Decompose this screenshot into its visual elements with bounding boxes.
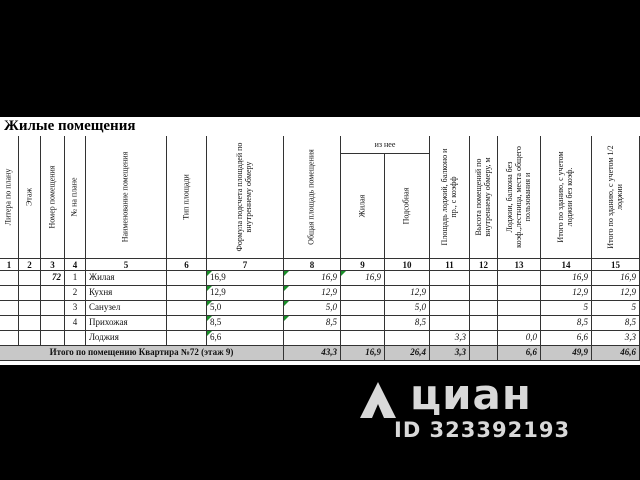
table-cell[interactable] [167, 271, 207, 286]
table-cell[interactable] [430, 286, 470, 301]
table-cell[interactable]: 4 [65, 316, 86, 331]
table-cell[interactable] [167, 286, 207, 301]
watermark-id: ID 323392193 [394, 418, 571, 442]
header-cell-9[interactable] [341, 154, 385, 259]
table-cell[interactable]: 16,9 [284, 271, 341, 286]
table-cell[interactable] [19, 301, 41, 316]
table-cell[interactable]: 8,5 [207, 316, 284, 331]
table-cell[interactable]: Лоджия [86, 331, 167, 346]
table-cell[interactable] [385, 331, 430, 346]
table-cell[interactable] [470, 331, 498, 346]
table-cell[interactable]: 8,5 [284, 316, 341, 331]
header-cell-2[interactable] [19, 136, 41, 259]
table-cell[interactable]: 5,0 [385, 301, 430, 316]
header-cell-14[interactable] [541, 136, 592, 259]
table-cell[interactable] [0, 271, 19, 286]
table-cell[interactable]: 3 [65, 301, 86, 316]
header-label: Тип площади [181, 174, 191, 220]
column-number[interactable]: 10 [385, 259, 430, 271]
header-cell-11[interactable] [430, 136, 470, 259]
table-cell[interactable]: 16,9 [592, 271, 640, 286]
header-label: Номер помещения [47, 165, 57, 229]
table-cell[interactable] [470, 316, 498, 331]
header-cell-8[interactable] [284, 136, 341, 259]
total-cell[interactable]: 49,9 [541, 346, 592, 361]
header-label: Общая площадь помещения [306, 149, 316, 245]
table-cell[interactable]: 12,9 [385, 286, 430, 301]
table-cell[interactable] [341, 286, 385, 301]
table-cell[interactable] [498, 301, 541, 316]
table-cell[interactable]: 8,5 [541, 316, 592, 331]
table-cell[interactable]: 1 [65, 271, 86, 286]
table-cell[interactable]: Кухня [86, 286, 167, 301]
table-cell[interactable] [0, 286, 19, 301]
header-label: Лоджии, балкона без коэф.,лестница, места общего пользования и [504, 146, 532, 248]
column-number[interactable]: 2 [19, 259, 41, 271]
table-cell[interactable] [0, 331, 19, 346]
table-cell[interactable] [498, 316, 541, 331]
table-cell[interactable]: 72 [41, 271, 65, 286]
rooms-table [0, 136, 640, 365]
table-cell[interactable]: 5,0 [284, 301, 341, 316]
column-number[interactable]: 4 [65, 259, 86, 271]
table-cell[interactable] [341, 331, 385, 346]
column-number[interactable]: 14 [541, 259, 592, 271]
table-cell[interactable] [41, 316, 65, 331]
column-number[interactable]: 9 [341, 259, 385, 271]
table-cell[interactable] [167, 316, 207, 331]
total-label[interactable]: Итого по помещению Квартира №72 (этаж 9) [0, 346, 284, 361]
table-cell[interactable] [41, 286, 65, 301]
total-cell[interactable]: 6,6 [498, 346, 541, 361]
total-cell[interactable]: 46,6 [592, 346, 640, 361]
table-cell[interactable]: 5 [592, 301, 640, 316]
table-cell[interactable]: Жилая [86, 271, 167, 286]
table-cell[interactable]: 3,3 [430, 331, 470, 346]
table-cell[interactable] [284, 331, 341, 346]
header-label: Жилая [357, 194, 367, 218]
table-cell[interactable]: 12,9 [284, 286, 341, 301]
header-label: Формула подсчета площадей по внутреннему обмеру [235, 142, 253, 252]
header-label: № на плане [69, 177, 79, 217]
table-cell[interactable] [19, 331, 41, 346]
column-number[interactable]: 15 [592, 259, 640, 271]
total-cell[interactable] [470, 346, 498, 361]
table-cell[interactable]: 12,9 [592, 286, 640, 301]
header-cell-7[interactable] [207, 136, 284, 259]
table-cell[interactable]: 8,5 [385, 316, 430, 331]
table-cell[interactable]: Прихожая [86, 316, 167, 331]
column-number[interactable]: 5 [86, 259, 167, 271]
watermark-word: циан [410, 370, 532, 419]
header-label: Этаж [24, 188, 34, 206]
table-cell[interactable]: 2 [65, 286, 86, 301]
table-cell[interactable]: 3,3 [592, 331, 640, 346]
header-group[interactable]: из нее [341, 136, 430, 154]
table-cell[interactable] [167, 301, 207, 316]
header-cell-12[interactable] [470, 136, 498, 259]
header-cell-10[interactable] [385, 154, 430, 259]
table-cell[interactable] [341, 301, 385, 316]
table-cell[interactable]: 8,5 [592, 316, 640, 331]
table-cell[interactable] [430, 301, 470, 316]
header-cell-5[interactable] [86, 136, 167, 259]
header-label: Итого по зданию, с учетом 1/2 лоджии [605, 145, 624, 249]
table-cell[interactable] [0, 301, 19, 316]
table-cell[interactable] [341, 316, 385, 331]
table-cell[interactable] [41, 331, 65, 346]
header-label: Итого по зданию, с учетом лоджии без коэф. [556, 151, 574, 243]
table-cell[interactable] [0, 316, 19, 331]
table-cell[interactable]: 0,0 [498, 331, 541, 346]
table-cell[interactable] [498, 271, 541, 286]
column-number[interactable]: 3 [41, 259, 65, 271]
column-number[interactable]: 11 [430, 259, 470, 271]
total-cell[interactable]: 3,3 [430, 346, 470, 361]
cian-logo-icon [358, 380, 398, 420]
table-cell[interactable] [19, 316, 41, 331]
total-cell[interactable]: 43,3 [284, 346, 341, 361]
header-label: Высота помещений по внутреннему обмеру, м [473, 157, 492, 237]
header-cell-1[interactable] [0, 136, 19, 259]
header-label: Наименование помещения [120, 151, 130, 243]
table-cell[interactable] [498, 286, 541, 301]
table-cell[interactable] [385, 271, 430, 286]
total-cell[interactable]: 16,9 [341, 346, 385, 361]
column-number[interactable]: 12 [470, 259, 498, 271]
table-cell[interactable] [19, 271, 41, 286]
column-number[interactable]: 6 [167, 259, 207, 271]
table-cell[interactable] [470, 286, 498, 301]
table-cell[interactable] [41, 301, 65, 316]
column-number[interactable]: 13 [498, 259, 541, 271]
table-cell[interactable] [470, 301, 498, 316]
header-cell-3[interactable] [41, 136, 65, 259]
header-cell-4[interactable] [65, 136, 86, 259]
column-number[interactable]: 8 [284, 259, 341, 271]
table-cell[interactable] [470, 271, 498, 286]
table-cell[interactable] [430, 271, 470, 286]
spreadsheet-sheet [0, 117, 640, 365]
table-cell[interactable]: 6,6 [207, 331, 284, 346]
table-cell[interactable]: 16,9 [541, 271, 592, 286]
header-label: Литера по плану [3, 168, 13, 226]
table-cell[interactable]: 12,9 [207, 286, 284, 301]
header-cell-15[interactable] [592, 136, 640, 259]
table-cell[interactable]: 16,9 [207, 271, 284, 286]
sheet-title: Жилые помещения [4, 118, 136, 134]
header-label: Площадь лоджий, балконо и пр., с коэфф [439, 148, 458, 246]
table-cell[interactable] [65, 331, 86, 346]
header-cell-13[interactable] [498, 136, 541, 259]
header-cell-6[interactable] [167, 136, 207, 259]
table-cell[interactable]: Санузел [86, 301, 167, 316]
table-cell[interactable]: 6,6 [541, 331, 592, 346]
total-cell[interactable]: 26,4 [385, 346, 430, 361]
table-cell[interactable]: 16,9 [341, 271, 385, 286]
table-cell[interactable]: 12,9 [541, 286, 592, 301]
column-number[interactable]: 7 [207, 259, 284, 271]
table-cell[interactable]: 5 [541, 301, 592, 316]
table-cell[interactable] [430, 316, 470, 331]
table-cell[interactable] [167, 331, 207, 346]
table-cell[interactable]: 5,0 [207, 301, 284, 316]
column-number[interactable]: 1 [0, 259, 19, 271]
table-cell[interactable] [19, 286, 41, 301]
header-label: Подсобная [401, 187, 411, 225]
